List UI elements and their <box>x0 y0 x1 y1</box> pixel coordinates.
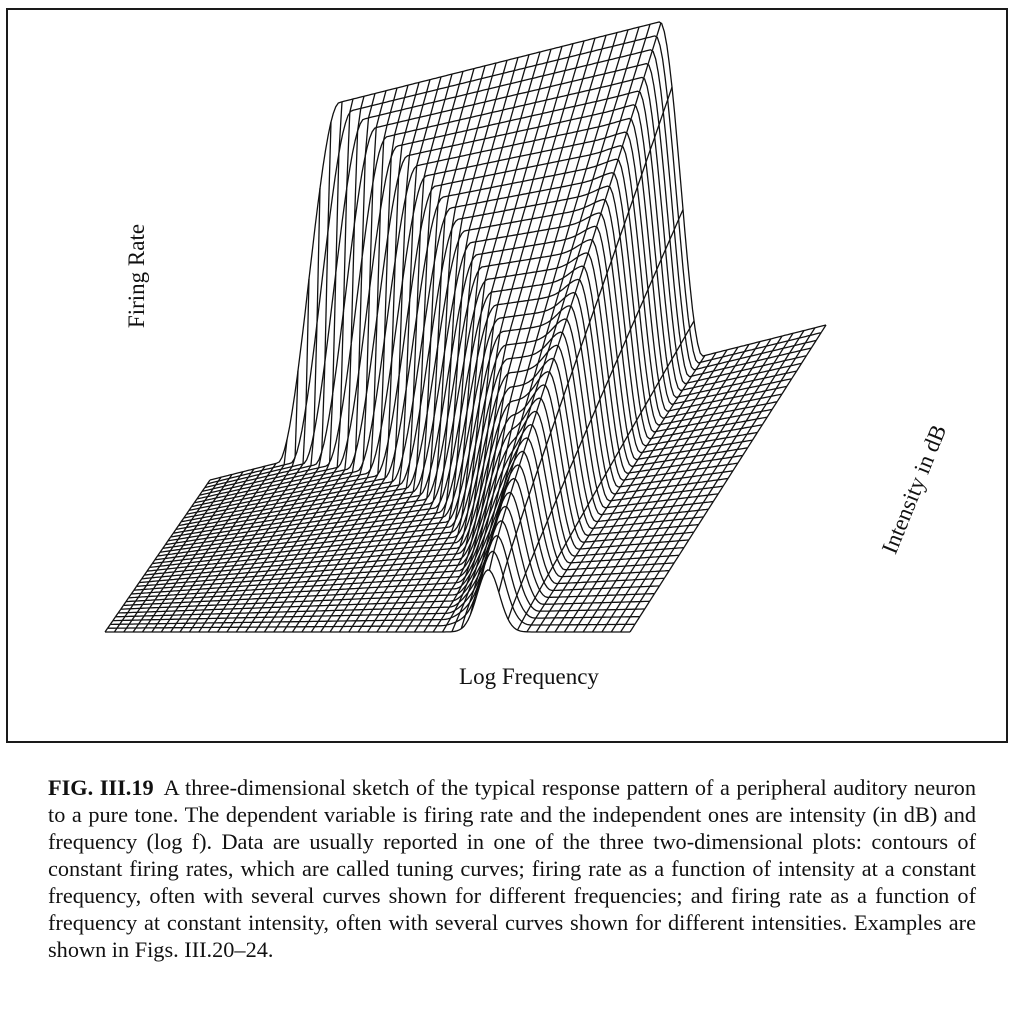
figure-number: FIG. III.19 <box>48 775 154 800</box>
caption-text: A three-dimensional sketch of the typical response pattern of a peripheral auditory neuron to a pure tone. The dependent variable is firing rate and the independent ones are intensity (in dB) and frequency (log f). Data are usually reported in one of the three two-dimensional plots: contours of constant firing rates, which are called tuning curves; firing rate as a function of intensity at a constant frequency, often with several curves shown for different frequencies; and firing rate as a function of frequency at constant intensity, often with several curves shown for different intensities. Examples are shown in Figs. III.20–24. <box>48 775 976 962</box>
z-axis-label: Intensity in dB <box>876 421 952 558</box>
y-axis-label: Firing Rate <box>124 223 149 329</box>
surface-plot <box>8 10 1006 741</box>
wireframe-surface <box>105 22 826 646</box>
figure-caption <box>48 774 976 963</box>
x-axis-label: Log Frequency <box>459 664 599 689</box>
figure-frame <box>6 8 1008 743</box>
